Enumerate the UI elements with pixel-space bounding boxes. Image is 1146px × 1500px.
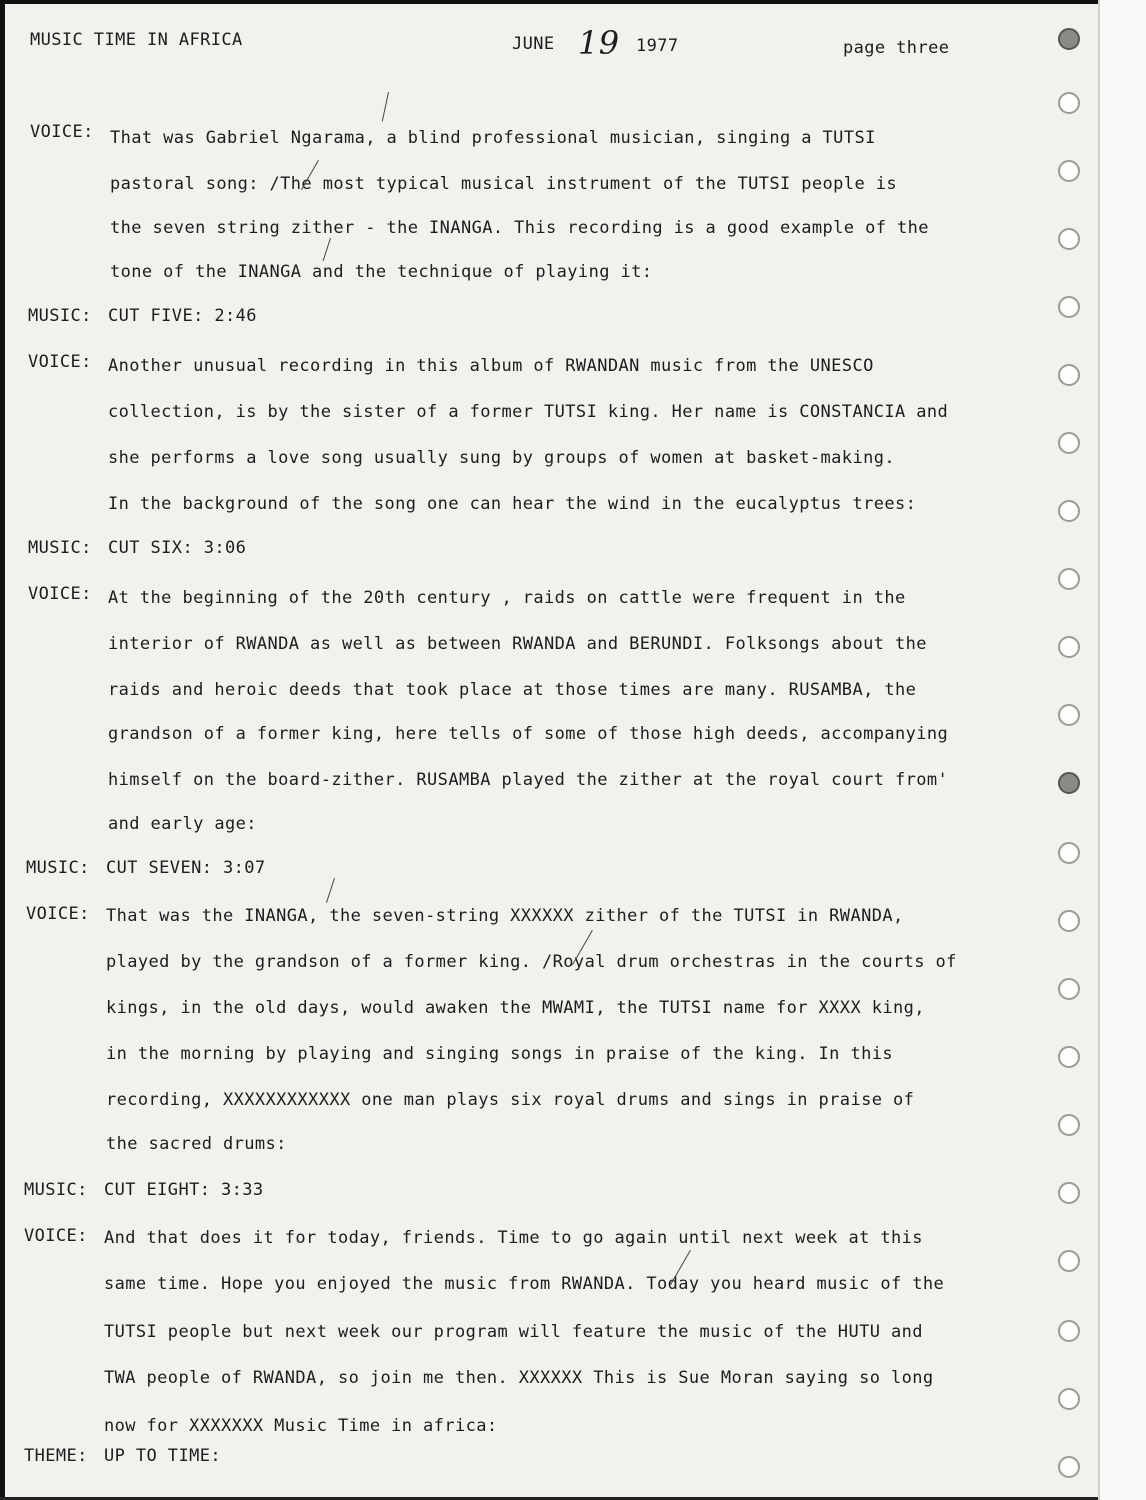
script-line: kings, in the old days, would awaken the MWAMI, the TUTSI name for XXXX king, — [106, 998, 925, 1018]
music-cue: CUT EIGHT: 3:33 — [104, 1180, 264, 1200]
script-line: grandson of a former king, here tells of some of those high deeds, accompanying — [108, 724, 949, 744]
feed-hole — [1058, 1182, 1080, 1204]
script-line: And that does it for today, friends. Time to go again until next week at this — [104, 1228, 923, 1248]
feed-hole — [1058, 1114, 1080, 1136]
speaker-label: THEME: — [24, 1446, 88, 1466]
script-line: In the background of the song one can hear the wind in the eucalyptus trees: — [108, 494, 917, 514]
theme-cue: UP TO TIME: — [104, 1446, 221, 1466]
script-line: and early age: — [108, 814, 257, 834]
feed-hole — [1058, 296, 1080, 318]
feed-hole — [1058, 92, 1080, 114]
script-line: TUTSI people but next week our program will feature the music of the HUTU and — [104, 1322, 923, 1342]
feed-hole — [1058, 500, 1080, 522]
feed-hole — [1058, 432, 1080, 454]
speaker-label: MUSIC: — [26, 858, 90, 878]
feed-hole — [1058, 1456, 1080, 1478]
speaker-label: MUSIC: — [28, 306, 92, 326]
script-line: played by the grandson of a former king. /Royal drum orchestras in the courts of — [106, 952, 957, 972]
script-line: collection, is by the sister of a former TUTSI king. Her name is CONSTANCIA and — [108, 402, 949, 422]
script-line: tone of the INANGA and the technique of playing it: — [110, 262, 653, 282]
date-day-handwritten: 19 — [578, 24, 620, 62]
script-line: same time. Hope you enjoyed the music from RWANDA. Today you heard music of the — [104, 1274, 945, 1294]
script-line: Another unusual recording in this album of RWANDAN music from the UNESCO — [108, 356, 874, 376]
script-line: she performs a love song usually sung by groups of women at basket-making. — [108, 448, 895, 468]
pen-mark — [323, 238, 331, 261]
speaker-label: MUSIC: — [28, 538, 92, 558]
music-cue: CUT FIVE: 2:46 — [108, 306, 257, 326]
feed-hole — [1058, 364, 1080, 386]
script-line: in the morning by playing and singing songs in praise of the king. In this — [106, 1044, 893, 1064]
script-line: interior of RWANDA as well as between RWANDA and BERUNDI. Folksongs about the — [108, 634, 927, 654]
feed-hole — [1058, 228, 1080, 250]
feed-hole — [1058, 842, 1080, 864]
feed-hole — [1058, 1388, 1080, 1410]
script-line: TWA people of RWANDA, so join me then. XXXXXX This is Sue Moran saying so long — [104, 1368, 934, 1388]
speaker-label: VOICE: — [26, 904, 90, 924]
speaker-label: VOICE: — [30, 122, 94, 142]
feed-hole — [1058, 1320, 1080, 1342]
tractor-feed-strip — [1098, 0, 1146, 1500]
page-edge-left — [0, 0, 5, 1500]
script-line: the seven string zither - the INANGA. This recording is a good example of the — [110, 218, 929, 238]
script-line: That was Gabriel Ngarama, a blind professional musician, singing a TUTSI — [110, 128, 876, 148]
speaker-label: VOICE: — [28, 352, 92, 372]
pen-mark — [382, 92, 389, 122]
page-number: page three — [843, 38, 950, 58]
feed-hole — [1058, 704, 1080, 726]
script-line: himself on the board-zither. RUSAMBA played the zither at the royal court from' — [108, 770, 949, 790]
speaker-label: MUSIC: — [24, 1180, 88, 1200]
feed-hole — [1058, 772, 1080, 794]
page-edge-top — [0, 0, 1146, 4]
script-line: the sacred drums: — [106, 1134, 287, 1154]
feed-hole — [1058, 1046, 1080, 1068]
pen-mark — [326, 878, 335, 903]
speaker-label: VOICE: — [28, 584, 92, 604]
script-line: At the beginning of the 20th century , raids on cattle were frequent in the — [108, 588, 906, 608]
speaker-label: VOICE: — [24, 1226, 88, 1246]
script-line: That was the INANGA, the seven-string XXXXXX zither of the TUTSI in RWANDA, — [106, 906, 904, 926]
script-line: pastoral song: /The most typical musical instrument of the TUTSI people is — [110, 174, 897, 194]
feed-hole — [1058, 160, 1080, 182]
feed-hole — [1058, 28, 1080, 50]
music-cue: CUT SEVEN: 3:07 — [106, 858, 266, 878]
script-line: now for XXXXXXX Music Time in africa: — [104, 1416, 498, 1436]
feed-hole — [1058, 978, 1080, 1000]
music-cue: CUT SIX: 3:06 — [108, 538, 247, 558]
feed-hole — [1058, 1250, 1080, 1272]
date-month: JUNE — [512, 34, 555, 54]
feed-hole — [1058, 636, 1080, 658]
feed-hole — [1058, 568, 1080, 590]
feed-hole — [1058, 910, 1080, 932]
script-line: raids and heroic deeds that took place at those times are many. RUSAMBA, the — [108, 680, 917, 700]
script-line: recording, XXXXXXXXXXXX one man plays six royal drums and sings in praise of — [106, 1090, 915, 1110]
script-title: MUSIC TIME IN AFRICA — [30, 30, 243, 50]
date-year: 1977 — [636, 36, 679, 56]
